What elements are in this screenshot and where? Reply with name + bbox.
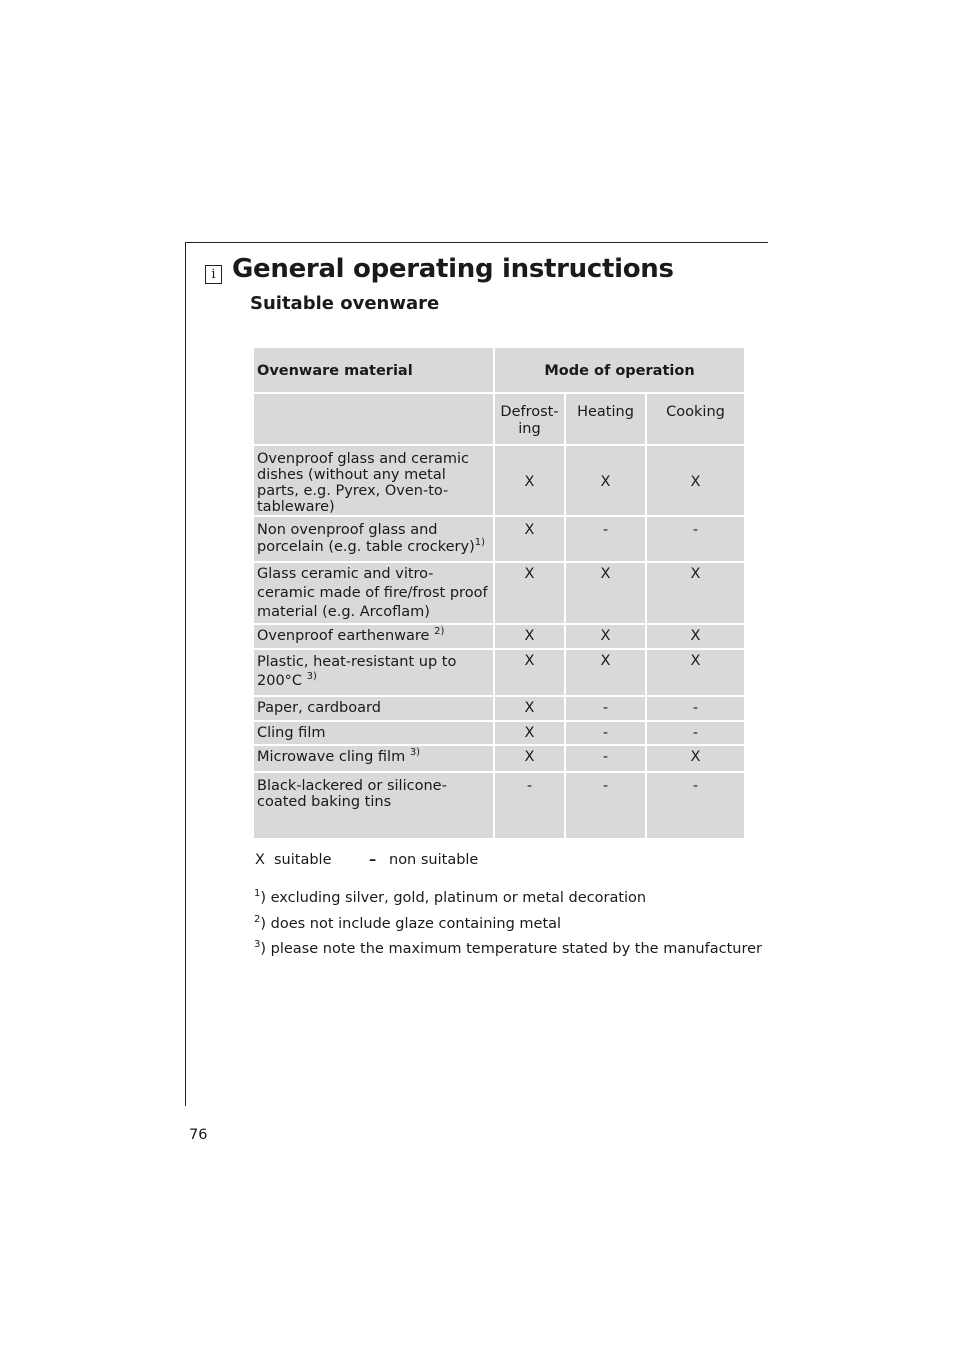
- legend-unsuitable-symbol: –: [369, 852, 377, 868]
- value-cell: X: [494, 516, 565, 562]
- material-cell: Glass ceramic and vitro-ceramic made of fire/frost proof material (e.g. Arcoflam): [253, 562, 494, 624]
- material-cell: Cling film: [253, 721, 494, 745]
- value-cell: X: [494, 721, 565, 745]
- value-cell: -: [646, 721, 745, 745]
- legend-suitable-label: suitable: [274, 852, 332, 868]
- material-cell: Black-lackered or silicone-coated baking tins: [253, 772, 494, 839]
- value-cell: -: [565, 772, 646, 839]
- value-cell: X: [646, 745, 745, 772]
- table-row: [253, 772, 745, 839]
- info-icon: i: [205, 265, 222, 284]
- material-cell: Microwave cling film $^{3)}$: [253, 745, 494, 772]
- mode-defrosting: Defrost- ing: [494, 393, 565, 445]
- header-mode: Mode of operation: [494, 347, 745, 393]
- margin-rule-vertical: [185, 242, 186, 1106]
- footnote: $^1$) excluding silver, gold, platinum or metal decoration: [254, 888, 647, 906]
- value-cell: X: [646, 624, 745, 649]
- value-cell: X: [646, 445, 745, 516]
- value-cell: -: [565, 745, 646, 772]
- table-header-row: [253, 347, 745, 393]
- value-cell: X: [494, 745, 565, 772]
- table-row: [253, 516, 745, 562]
- table-row: [253, 445, 745, 516]
- value-cell: X: [565, 562, 646, 624]
- value-cell: -: [565, 516, 646, 562]
- value-cell: -: [565, 696, 646, 721]
- legend-unsuitable-label: non suitable: [389, 852, 479, 868]
- margin-rule-horizontal: [185, 242, 768, 243]
- value-cell: -: [646, 772, 745, 839]
- value-cell: X: [646, 649, 745, 696]
- table-row: [253, 721, 745, 745]
- value-cell: X: [494, 562, 565, 624]
- value-cell: X: [494, 696, 565, 721]
- page-title: General operating instructions: [232, 254, 674, 284]
- value-cell: X: [565, 649, 646, 696]
- material-cell: Ovenproof glass and ceramic dishes (without any metal parts, e.g. Pyrex, Oven-to-tableware): [253, 445, 494, 516]
- footnote: $^2$) does not include glaze containing metal: [254, 914, 562, 932]
- mode-cooking: Cooking: [646, 393, 745, 445]
- footnote: $^3$) please note the maximum temperature stated by the manufacturer: [254, 939, 762, 957]
- material-cell: Non ovenproof glass and porcelain (e.g. table crockery)$^{1)}$: [253, 516, 494, 562]
- value-cell: -: [494, 772, 565, 839]
- material-cell: Paper, cardboard: [253, 696, 494, 721]
- legend-suitable-symbol: X: [255, 852, 265, 868]
- value-cell: -: [646, 516, 745, 562]
- page-number: 76: [189, 1127, 208, 1143]
- table-row: [253, 649, 745, 696]
- value-cell: X: [646, 562, 745, 624]
- value-cell: X: [565, 445, 646, 516]
- subheader-empty: [253, 393, 494, 445]
- table-row: [253, 624, 745, 649]
- table-row: [253, 745, 745, 772]
- table-row: [253, 562, 745, 624]
- value-cell: X: [494, 445, 565, 516]
- value-cell: X: [494, 624, 565, 649]
- material-cell: Ovenproof earthenware $^{2)}$: [253, 624, 494, 649]
- value-cell: -: [646, 696, 745, 721]
- value-cell: X: [565, 624, 646, 649]
- section-subtitle: Suitable ovenware: [250, 293, 440, 314]
- table-subheader-row: [253, 393, 745, 445]
- value-cell: -: [565, 721, 646, 745]
- mode-heating: Heating: [565, 393, 646, 445]
- value-cell: X: [494, 649, 565, 696]
- ovenware-table: [252, 346, 746, 840]
- header-material: Ovenware material: [253, 347, 494, 393]
- table-row: [253, 696, 745, 721]
- material-cell: Plastic, heat-resistant up to 200°C $^{3)}$: [253, 649, 494, 696]
